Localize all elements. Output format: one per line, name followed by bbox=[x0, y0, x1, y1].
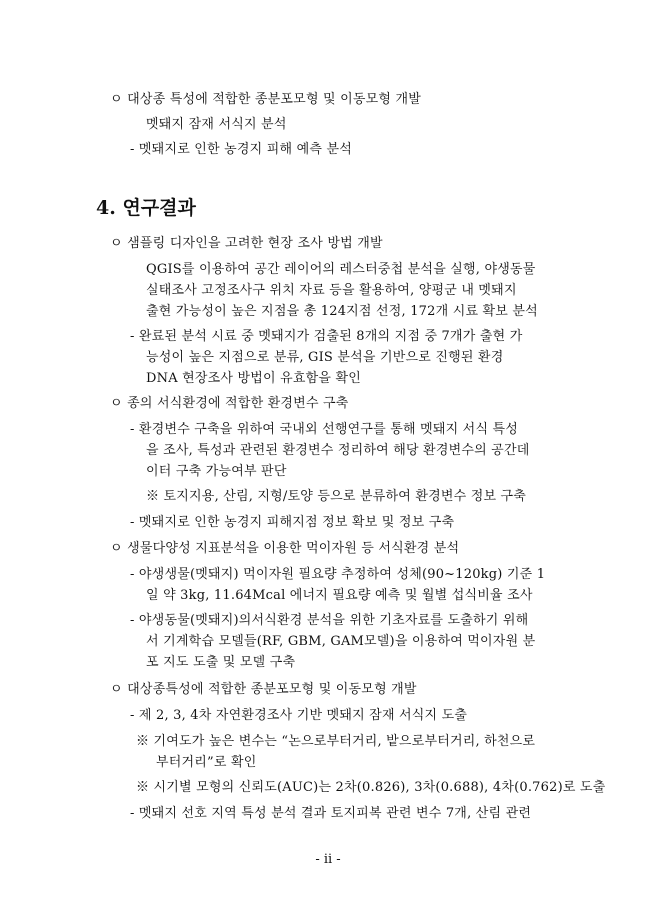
bullet-item: ㅇ 종의 서식환경에 적합한 환경변수 구축 bbox=[110, 396, 349, 411]
note-item: ※ 기여도가 높은 변수는 “논으로부터거리, 밭으로부터거리, 하천으로 bbox=[136, 734, 536, 749]
dash-item: - 야생생물(멧돼지) 먹이자원 필요량 추정하여 성체(90~120kg) 기준 1 bbox=[130, 567, 546, 582]
text-line: 능성이 높은 지점으로 분류, GIS 분석을 기반으로 진행된 환경 bbox=[146, 350, 504, 365]
note-item: ※ 토지지용, 산림, 지형/토양 등으로 분류하여 환경변수 정보 구축 bbox=[146, 489, 527, 504]
text-line: QGIS를 이용하여 공간 레이어의 레스터중첩 분석을 실행, 야생동물 bbox=[146, 262, 536, 277]
text-line: DNA 현장조사 방법이 유효함을 확인 bbox=[146, 371, 361, 386]
dash-item: - 멧돼지로 인한 농경지 피해지점 정보 확보 및 정보 구축 bbox=[130, 515, 455, 530]
text-line: 실태조사 고정조사구 위치 자료 등을 활용하여, 양평군 내 멧돼지 bbox=[146, 283, 517, 298]
text-line: 출현 가능성이 높은 지점을 총 124지점 선정, 172개 시료 확보 분석 bbox=[146, 304, 538, 319]
page-number: - ii - bbox=[315, 852, 341, 867]
text-line: 포 지도 도출 및 모델 구축 bbox=[146, 655, 296, 670]
text-line: 이터 구축 가능여부 판단 bbox=[146, 464, 287, 479]
text-line: 일 약 3kg, 11.64Mcal 에너지 필요량 예측 및 월별 섭식비율 조사 bbox=[146, 588, 533, 603]
text-line: 부터거리”로 확인 bbox=[156, 755, 257, 770]
bullet-item: ㅇ 대상종특성에 적합한 종분포모형 및 이동모형 개발 bbox=[110, 682, 417, 697]
note-item: ※ 시기별 모형의 신뢰도(AUC)는 2차(0.826), 3차(0.688), 4차(0.762)로 도출 bbox=[136, 780, 606, 795]
dash-item: - 환경변수 구축을 위하여 국내외 선행연구를 통해 멧돼지 서식 특성 bbox=[130, 422, 519, 437]
dash-item: - 제 2, 3, 4차 자연환경조사 기반 멧돼지 잠재 서식지 도출 bbox=[130, 708, 468, 723]
bullet-item: ㅇ 샘플링 디자인을 고려한 현장 조사 방법 개발 bbox=[110, 236, 383, 251]
bullet-item: ㅇ 생물다양성 지표분석을 이용한 먹이자원 등 서식환경 분석 bbox=[110, 541, 460, 556]
dash-item: - 멧돼지 선호 지역 특성 분석 결과 토지피복 관련 변수 7개, 산림 관련 bbox=[130, 806, 532, 821]
dash-item: - 멧돼지로 인한 농경지 피해 예측 분석 bbox=[130, 142, 352, 157]
text-line: 서 기계학습 모델들(RF, GBM, GAM모델)을 이용하여 먹이자원 분 bbox=[146, 634, 536, 649]
bullet-item: ㅇ 대상종 특성에 적합한 종분포모형 및 이동모형 개발 bbox=[110, 92, 422, 107]
text-line: 멧돼지 잠재 서식지 분석 bbox=[146, 117, 287, 132]
dash-item: - 완료된 분석 시료 중 멧돼지가 검출된 8개의 지점 중 7개가 출현 가 bbox=[130, 329, 523, 344]
section-heading: 4. 연구결과 bbox=[96, 197, 196, 219]
dash-item: - 야생동물(멧돼지)의서식환경 분석을 위한 기초자료를 도출하기 위해 bbox=[130, 613, 529, 628]
text-line: 을 조사, 특성과 관련된 환경변수 정리하여 해당 환경변수의 공간데 bbox=[146, 443, 530, 458]
